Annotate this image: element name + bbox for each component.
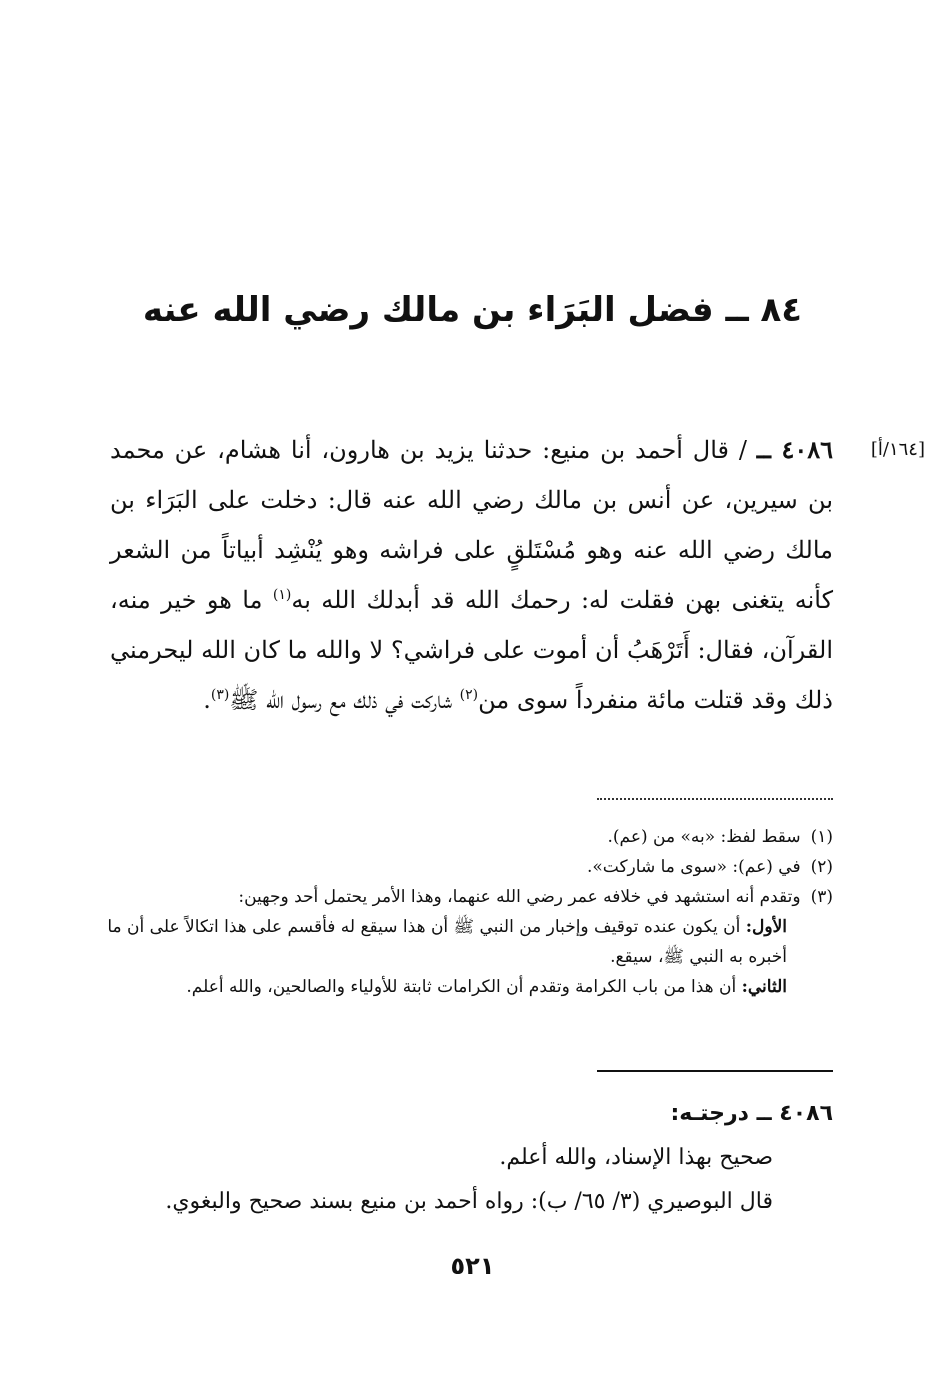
option-text: أن هذا من باب الكرامة وتقدم أن الكرامات ثابتة للأولياء والصالحين، والله أعلم. <box>186 977 742 997</box>
option-text: أن يكون عنده توقيف وإخبار من النبي ﷺ أن هذا سيقع له فأقسم على هذا اتكالاً على أن ما أخبره به النبي ﷺ، سيقع. <box>107 917 787 967</box>
footnote-number: (١) <box>810 827 833 847</box>
hadith-text <box>110 425 833 725</box>
hadith-block <box>110 425 925 725</box>
footnote-separator <box>597 798 833 800</box>
footnote-number: (٣) <box>810 887 833 907</box>
footnote-2 <box>104 852 833 882</box>
footnotes <box>104 822 833 1002</box>
grade-line: قال البوصيري (٣/ ٦٥/ ب): رواه أحمد بن منيع بسند صحيح والبغوي. <box>165 1189 773 1214</box>
grade-separator <box>597 1070 833 1072</box>
footnote-ref: (٢) <box>459 687 479 703</box>
chapter-title: ٨٤ ــ فضل البَرَاء بن مالك رضي الله عنه <box>142 290 803 330</box>
footnote-3 <box>104 882 833 912</box>
page-number: ٥٢١ <box>450 1252 495 1280</box>
hadith-number: ٤٠٨٦ ــ <box>756 435 833 464</box>
grade-line: صحيح بهذا الإسناد، والله أعلم. <box>499 1145 773 1170</box>
footnote-text: وتقدم أنه استشهد في خلافه عمر رضي الله عنهما، وهذا الأمر يحتمل أحد وجهين: <box>238 887 801 907</box>
footnote-ref: (٣) <box>210 687 230 703</box>
hadith-text-part: / قال أحمد بن منيع: حدثنا يزيد بن هارون، أنا هشام، عن محمد بن سيرين، عن أنس بن مالك رضي الله عنه قال: دخلت على البَرَاء بن مالك رضي الله عنه وهو مُسْتَلقٍ على فراشه وهو يُنْشِد أبياتاً من الشعر كأنه يتغنى بهن فقلت له: رحمك الله قد أبدلك الله به <box>110 436 833 614</box>
footnote-ref: (١) <box>272 587 292 603</box>
hadith-text-part: شاركت في ذلك مع رسول الله ﷺ <box>229 686 460 714</box>
footnote-text: في (عم): «سوى ما شاركت». <box>586 857 801 877</box>
footnote-first-option <box>104 912 833 972</box>
footnote-1 <box>104 822 833 852</box>
footnote-text: سقط لفظ: «به» من (عم). <box>607 827 801 847</box>
folio-marker: [١٦٤/أ] <box>870 439 925 460</box>
option-label: الثاني: <box>741 977 787 997</box>
footnote-number: (٢) <box>810 857 833 877</box>
grade-section <box>160 1092 833 1224</box>
hadith-text-part: ما هو خير منه، القرآن، فقال: أَتَرْهَبُ أن أموت على فراشي؟ لا والله ما كان الله ليحرمني ذلك وقد قتلت مائة منفرداً سوى من <box>110 586 833 714</box>
footnote-second-option <box>104 972 833 1002</box>
option-label: الأول: <box>745 917 787 937</box>
grade-heading: ٤٠٨٦ ــ درجتـه: <box>670 1101 833 1126</box>
hadith-text-part: . <box>203 686 211 714</box>
